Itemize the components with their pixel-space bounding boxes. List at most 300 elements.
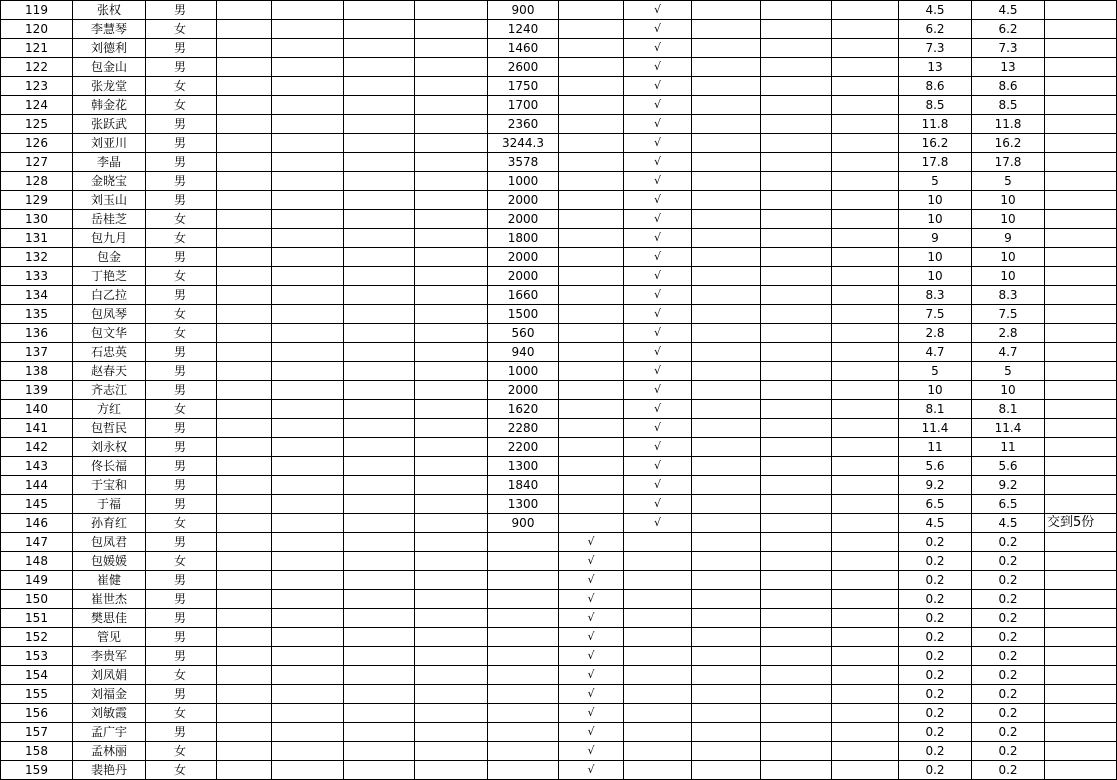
cell-name[interactable]: 赵春天 bbox=[73, 362, 146, 381]
cell-note[interactable] bbox=[1045, 248, 1117, 267]
cell-empty[interactable] bbox=[692, 267, 761, 286]
cell-value-1[interactable]: 8.6 bbox=[899, 77, 972, 96]
cell-empty[interactable] bbox=[761, 134, 832, 153]
cell-value-1[interactable]: 4.7 bbox=[899, 343, 972, 362]
cell-value-1[interactable]: 11.8 bbox=[899, 115, 972, 134]
cell-gender[interactable]: 男 bbox=[146, 609, 217, 628]
cell-row-number[interactable]: 128 bbox=[1, 172, 73, 191]
cell-gender[interactable]: 女 bbox=[146, 704, 217, 723]
cell-empty[interactable] bbox=[692, 229, 761, 248]
cell-empty[interactable] bbox=[761, 115, 832, 134]
cell-name[interactable]: 包凤君 bbox=[73, 533, 146, 552]
cell-row-number[interactable]: 141 bbox=[1, 419, 73, 438]
cell-empty[interactable] bbox=[344, 666, 415, 685]
cell-check-b[interactable]: √ bbox=[624, 153, 692, 172]
cell-check-a[interactable] bbox=[559, 381, 624, 400]
cell-empty[interactable] bbox=[832, 495, 899, 514]
cell-empty[interactable] bbox=[272, 362, 344, 381]
cell-check-b[interactable] bbox=[624, 666, 692, 685]
cell-amount[interactable]: 1840 bbox=[488, 476, 559, 495]
cell-empty[interactable] bbox=[344, 362, 415, 381]
cell-gender[interactable]: 男 bbox=[146, 1, 217, 20]
cell-name[interactable]: 孙育红 bbox=[73, 514, 146, 533]
cell-empty[interactable] bbox=[344, 153, 415, 172]
cell-empty[interactable] bbox=[217, 1, 272, 20]
cell-row-number[interactable]: 151 bbox=[1, 609, 73, 628]
cell-check-b[interactable]: √ bbox=[624, 438, 692, 457]
cell-check-b[interactable]: √ bbox=[624, 77, 692, 96]
cell-empty[interactable] bbox=[832, 172, 899, 191]
cell-row-number[interactable]: 120 bbox=[1, 20, 73, 39]
cell-name[interactable]: 刘敏霞 bbox=[73, 704, 146, 723]
cell-check-a[interactable]: √ bbox=[559, 685, 624, 704]
cell-empty[interactable] bbox=[761, 362, 832, 381]
cell-empty[interactable] bbox=[272, 229, 344, 248]
cell-empty[interactable] bbox=[344, 96, 415, 115]
cell-empty[interactable] bbox=[692, 210, 761, 229]
cell-value-1[interactable]: 6.2 bbox=[899, 20, 972, 39]
cell-empty[interactable] bbox=[692, 343, 761, 362]
cell-empty[interactable] bbox=[344, 286, 415, 305]
cell-name[interactable]: 于福 bbox=[73, 495, 146, 514]
cell-amount[interactable]: 1460 bbox=[488, 39, 559, 58]
cell-empty[interactable] bbox=[272, 267, 344, 286]
cell-note[interactable] bbox=[1045, 1, 1117, 20]
cell-value-2[interactable]: 0.2 bbox=[972, 666, 1045, 685]
cell-amount[interactable]: 2000 bbox=[488, 210, 559, 229]
cell-check-a[interactable] bbox=[559, 438, 624, 457]
cell-empty[interactable] bbox=[272, 343, 344, 362]
cell-empty[interactable] bbox=[344, 571, 415, 590]
cell-empty[interactable] bbox=[272, 39, 344, 58]
cell-check-a[interactable]: √ bbox=[559, 647, 624, 666]
cell-amount[interactable]: 1700 bbox=[488, 96, 559, 115]
cell-amount[interactable]: 1500 bbox=[488, 305, 559, 324]
cell-empty[interactable] bbox=[692, 533, 761, 552]
cell-name[interactable]: 包媛媛 bbox=[73, 552, 146, 571]
cell-empty[interactable] bbox=[692, 39, 761, 58]
cell-gender[interactable]: 男 bbox=[146, 381, 217, 400]
cell-check-a[interactable]: √ bbox=[559, 628, 624, 647]
cell-empty[interactable] bbox=[344, 552, 415, 571]
cell-value-1[interactable]: 4.5 bbox=[899, 514, 972, 533]
cell-empty[interactable] bbox=[832, 96, 899, 115]
cell-empty[interactable] bbox=[415, 362, 488, 381]
cell-empty[interactable] bbox=[761, 153, 832, 172]
cell-check-b[interactable]: √ bbox=[624, 476, 692, 495]
cell-empty[interactable] bbox=[761, 666, 832, 685]
cell-empty[interactable] bbox=[344, 438, 415, 457]
cell-empty[interactable] bbox=[761, 761, 832, 780]
cell-value-1[interactable]: 8.3 bbox=[899, 286, 972, 305]
cell-gender[interactable]: 女 bbox=[146, 210, 217, 229]
cell-check-a[interactable] bbox=[559, 153, 624, 172]
cell-value-1[interactable]: 5.6 bbox=[899, 457, 972, 476]
cell-empty[interactable] bbox=[832, 514, 899, 533]
cell-empty[interactable] bbox=[272, 172, 344, 191]
cell-empty[interactable] bbox=[832, 305, 899, 324]
cell-value-2[interactable]: 0.2 bbox=[972, 723, 1045, 742]
cell-empty[interactable] bbox=[761, 438, 832, 457]
cell-empty[interactable] bbox=[415, 419, 488, 438]
cell-gender[interactable]: 男 bbox=[146, 115, 217, 134]
cell-check-b[interactable]: √ bbox=[624, 229, 692, 248]
cell-empty[interactable] bbox=[832, 39, 899, 58]
cell-empty[interactable] bbox=[415, 172, 488, 191]
cell-value-1[interactable]: 2.8 bbox=[899, 324, 972, 343]
cell-empty[interactable] bbox=[692, 590, 761, 609]
cell-empty[interactable] bbox=[761, 723, 832, 742]
cell-empty[interactable] bbox=[272, 552, 344, 571]
cell-check-a[interactable] bbox=[559, 514, 624, 533]
cell-row-number[interactable]: 156 bbox=[1, 704, 73, 723]
cell-empty[interactable] bbox=[217, 628, 272, 647]
cell-empty[interactable] bbox=[832, 229, 899, 248]
cell-empty[interactable] bbox=[832, 343, 899, 362]
cell-empty[interactable] bbox=[272, 305, 344, 324]
cell-empty[interactable] bbox=[761, 20, 832, 39]
cell-empty[interactable] bbox=[272, 20, 344, 39]
cell-empty[interactable] bbox=[217, 39, 272, 58]
cell-name[interactable]: 刘玉山 bbox=[73, 191, 146, 210]
cell-value-1[interactable]: 7.3 bbox=[899, 39, 972, 58]
cell-note[interactable] bbox=[1045, 39, 1117, 58]
cell-note[interactable] bbox=[1045, 609, 1117, 628]
cell-note[interactable] bbox=[1045, 438, 1117, 457]
cell-check-a[interactable]: √ bbox=[559, 704, 624, 723]
cell-empty[interactable] bbox=[217, 761, 272, 780]
cell-empty[interactable] bbox=[272, 153, 344, 172]
cell-row-number[interactable]: 158 bbox=[1, 742, 73, 761]
cell-empty[interactable] bbox=[832, 191, 899, 210]
cell-row-number[interactable]: 122 bbox=[1, 58, 73, 77]
cell-check-b[interactable]: √ bbox=[624, 134, 692, 153]
cell-check-b[interactable] bbox=[624, 609, 692, 628]
cell-value-1[interactable]: 0.2 bbox=[899, 723, 972, 742]
cell-empty[interactable] bbox=[415, 324, 488, 343]
cell-empty[interactable] bbox=[344, 457, 415, 476]
cell-check-a[interactable] bbox=[559, 476, 624, 495]
cell-empty[interactable] bbox=[692, 400, 761, 419]
cell-gender[interactable]: 男 bbox=[146, 533, 217, 552]
cell-empty[interactable] bbox=[415, 305, 488, 324]
cell-check-b[interactable] bbox=[624, 647, 692, 666]
cell-empty[interactable] bbox=[832, 324, 899, 343]
cell-gender[interactable]: 男 bbox=[146, 457, 217, 476]
cell-check-a[interactable] bbox=[559, 115, 624, 134]
cell-empty[interactable] bbox=[344, 1, 415, 20]
cell-empty[interactable] bbox=[272, 381, 344, 400]
cell-empty[interactable] bbox=[832, 647, 899, 666]
cell-empty[interactable] bbox=[761, 533, 832, 552]
cell-value-2[interactable]: 9.2 bbox=[972, 476, 1045, 495]
cell-empty[interactable] bbox=[217, 286, 272, 305]
cell-empty[interactable] bbox=[272, 191, 344, 210]
cell-check-b[interactable]: √ bbox=[624, 343, 692, 362]
cell-empty[interactable] bbox=[692, 628, 761, 647]
cell-check-a[interactable] bbox=[559, 172, 624, 191]
cell-empty[interactable] bbox=[415, 457, 488, 476]
cell-gender[interactable]: 男 bbox=[146, 647, 217, 666]
cell-value-2[interactable]: 0.2 bbox=[972, 685, 1045, 704]
cell-check-a[interactable] bbox=[559, 267, 624, 286]
cell-empty[interactable] bbox=[415, 286, 488, 305]
cell-amount[interactable]: 1240 bbox=[488, 20, 559, 39]
cell-empty[interactable] bbox=[272, 134, 344, 153]
cell-gender[interactable]: 女 bbox=[146, 96, 217, 115]
cell-note[interactable] bbox=[1045, 343, 1117, 362]
cell-value-1[interactable]: 0.2 bbox=[899, 533, 972, 552]
cell-empty[interactable] bbox=[344, 400, 415, 419]
cell-name[interactable]: 白乙拉 bbox=[73, 286, 146, 305]
cell-row-number[interactable]: 125 bbox=[1, 115, 73, 134]
cell-name[interactable]: 裴艳丹 bbox=[73, 761, 146, 780]
cell-note[interactable] bbox=[1045, 210, 1117, 229]
cell-empty[interactable] bbox=[344, 229, 415, 248]
cell-empty[interactable] bbox=[415, 761, 488, 780]
cell-amount[interactable] bbox=[488, 704, 559, 723]
cell-note[interactable] bbox=[1045, 476, 1117, 495]
cell-note[interactable] bbox=[1045, 305, 1117, 324]
cell-check-b[interactable] bbox=[624, 590, 692, 609]
cell-amount[interactable]: 1660 bbox=[488, 286, 559, 305]
cell-name[interactable]: 管见 bbox=[73, 628, 146, 647]
cell-empty[interactable] bbox=[272, 210, 344, 229]
cell-name[interactable]: 刘德利 bbox=[73, 39, 146, 58]
cell-name[interactable]: 金晓宝 bbox=[73, 172, 146, 191]
cell-value-1[interactable]: 9.2 bbox=[899, 476, 972, 495]
cell-empty[interactable] bbox=[832, 419, 899, 438]
cell-empty[interactable] bbox=[832, 723, 899, 742]
cell-row-number[interactable]: 137 bbox=[1, 343, 73, 362]
cell-empty[interactable] bbox=[692, 438, 761, 457]
cell-empty[interactable] bbox=[415, 191, 488, 210]
cell-gender[interactable]: 男 bbox=[146, 628, 217, 647]
cell-gender[interactable]: 女 bbox=[146, 267, 217, 286]
cell-value-2[interactable]: 10 bbox=[972, 248, 1045, 267]
cell-empty[interactable] bbox=[217, 115, 272, 134]
cell-gender[interactable]: 男 bbox=[146, 153, 217, 172]
cell-empty[interactable] bbox=[217, 400, 272, 419]
cell-empty[interactable] bbox=[344, 324, 415, 343]
cell-value-1[interactable]: 0.2 bbox=[899, 704, 972, 723]
cell-empty[interactable] bbox=[217, 685, 272, 704]
cell-value-2[interactable]: 11.8 bbox=[972, 115, 1045, 134]
cell-empty[interactable] bbox=[761, 286, 832, 305]
cell-amount[interactable]: 2000 bbox=[488, 248, 559, 267]
cell-amount[interactable]: 2000 bbox=[488, 191, 559, 210]
cell-note[interactable] bbox=[1045, 704, 1117, 723]
cell-empty[interactable] bbox=[415, 153, 488, 172]
cell-note[interactable] bbox=[1045, 362, 1117, 381]
cell-empty[interactable] bbox=[692, 77, 761, 96]
cell-empty[interactable] bbox=[217, 495, 272, 514]
cell-empty[interactable] bbox=[344, 77, 415, 96]
cell-empty[interactable] bbox=[761, 96, 832, 115]
cell-empty[interactable] bbox=[761, 495, 832, 514]
cell-amount[interactable]: 560 bbox=[488, 324, 559, 343]
cell-name[interactable]: 崔世杰 bbox=[73, 590, 146, 609]
cell-empty[interactable] bbox=[344, 343, 415, 362]
cell-empty[interactable] bbox=[832, 381, 899, 400]
cell-note[interactable] bbox=[1045, 381, 1117, 400]
cell-empty[interactable] bbox=[761, 77, 832, 96]
cell-value-2[interactable]: 0.2 bbox=[972, 761, 1045, 780]
cell-value-2[interactable]: 8.1 bbox=[972, 400, 1045, 419]
cell-value-2[interactable]: 4.5 bbox=[972, 514, 1045, 533]
cell-empty[interactable] bbox=[415, 476, 488, 495]
cell-row-number[interactable]: 132 bbox=[1, 248, 73, 267]
cell-row-number[interactable]: 124 bbox=[1, 96, 73, 115]
cell-name[interactable]: 包哲民 bbox=[73, 419, 146, 438]
cell-check-b[interactable]: √ bbox=[624, 305, 692, 324]
cell-check-a[interactable] bbox=[559, 134, 624, 153]
cell-empty[interactable] bbox=[692, 761, 761, 780]
cell-empty[interactable] bbox=[415, 39, 488, 58]
cell-amount[interactable] bbox=[488, 742, 559, 761]
cell-check-b[interactable]: √ bbox=[624, 1, 692, 20]
cell-check-b[interactable]: √ bbox=[624, 267, 692, 286]
cell-empty[interactable] bbox=[692, 248, 761, 267]
cell-empty[interactable] bbox=[217, 647, 272, 666]
cell-empty[interactable] bbox=[761, 704, 832, 723]
cell-empty[interactable] bbox=[692, 571, 761, 590]
cell-check-a[interactable] bbox=[559, 457, 624, 476]
cell-empty[interactable] bbox=[415, 704, 488, 723]
cell-value-2[interactable]: 7.5 bbox=[972, 305, 1045, 324]
cell-empty[interactable] bbox=[415, 115, 488, 134]
cell-value-2[interactable]: 6.5 bbox=[972, 495, 1045, 514]
cell-row-number[interactable]: 133 bbox=[1, 267, 73, 286]
cell-empty[interactable] bbox=[692, 286, 761, 305]
cell-value-2[interactable]: 2.8 bbox=[972, 324, 1045, 343]
cell-row-number[interactable]: 153 bbox=[1, 647, 73, 666]
cell-empty[interactable] bbox=[761, 628, 832, 647]
cell-value-1[interactable]: 16.2 bbox=[899, 134, 972, 153]
cell-value-1[interactable]: 8.1 bbox=[899, 400, 972, 419]
cell-check-a[interactable]: √ bbox=[559, 552, 624, 571]
cell-note[interactable] bbox=[1045, 419, 1117, 438]
cell-empty[interactable] bbox=[761, 400, 832, 419]
cell-gender[interactable]: 女 bbox=[146, 666, 217, 685]
cell-row-number[interactable]: 146 bbox=[1, 514, 73, 533]
cell-value-1[interactable]: 10 bbox=[899, 267, 972, 286]
cell-empty[interactable] bbox=[217, 704, 272, 723]
cell-empty[interactable] bbox=[692, 58, 761, 77]
cell-gender[interactable]: 男 bbox=[146, 438, 217, 457]
cell-amount[interactable] bbox=[488, 761, 559, 780]
cell-gender[interactable]: 男 bbox=[146, 134, 217, 153]
cell-empty[interactable] bbox=[761, 324, 832, 343]
cell-empty[interactable] bbox=[692, 742, 761, 761]
cell-check-a[interactable] bbox=[559, 400, 624, 419]
cell-empty[interactable] bbox=[344, 476, 415, 495]
cell-gender[interactable]: 男 bbox=[146, 495, 217, 514]
cell-check-a[interactable] bbox=[559, 1, 624, 20]
cell-amount[interactable]: 900 bbox=[488, 514, 559, 533]
cell-amount[interactable]: 2280 bbox=[488, 419, 559, 438]
cell-empty[interactable] bbox=[272, 58, 344, 77]
cell-note[interactable] bbox=[1045, 495, 1117, 514]
cell-note[interactable] bbox=[1045, 229, 1117, 248]
cell-name[interactable]: 刘福金 bbox=[73, 685, 146, 704]
cell-empty[interactable] bbox=[217, 324, 272, 343]
cell-amount[interactable]: 2000 bbox=[488, 267, 559, 286]
cell-row-number[interactable]: 121 bbox=[1, 39, 73, 58]
cell-empty[interactable] bbox=[272, 438, 344, 457]
cell-value-1[interactable]: 0.2 bbox=[899, 628, 972, 647]
cell-empty[interactable] bbox=[272, 96, 344, 115]
cell-name[interactable]: 方红 bbox=[73, 400, 146, 419]
cell-check-b[interactable]: √ bbox=[624, 115, 692, 134]
cell-empty[interactable] bbox=[272, 457, 344, 476]
cell-gender[interactable]: 男 bbox=[146, 723, 217, 742]
cell-check-a[interactable] bbox=[559, 39, 624, 58]
cell-value-2[interactable]: 7.3 bbox=[972, 39, 1045, 58]
cell-amount[interactable]: 2000 bbox=[488, 381, 559, 400]
cell-empty[interactable] bbox=[761, 590, 832, 609]
cell-check-b[interactable] bbox=[624, 552, 692, 571]
cell-empty[interactable] bbox=[692, 609, 761, 628]
cell-empty[interactable] bbox=[692, 419, 761, 438]
cell-note[interactable] bbox=[1045, 172, 1117, 191]
cell-value-1[interactable]: 10 bbox=[899, 248, 972, 267]
cell-row-number[interactable]: 152 bbox=[1, 628, 73, 647]
cell-note[interactable] bbox=[1045, 647, 1117, 666]
cell-check-b[interactable]: √ bbox=[624, 419, 692, 438]
cell-name[interactable]: 石忠英 bbox=[73, 343, 146, 362]
cell-amount[interactable] bbox=[488, 647, 559, 666]
cell-value-1[interactable]: 0.2 bbox=[899, 590, 972, 609]
cell-empty[interactable] bbox=[217, 248, 272, 267]
cell-amount[interactable]: 3578 bbox=[488, 153, 559, 172]
cell-check-b[interactable]: √ bbox=[624, 400, 692, 419]
cell-empty[interactable] bbox=[692, 153, 761, 172]
cell-empty[interactable] bbox=[217, 96, 272, 115]
cell-value-2[interactable]: 11 bbox=[972, 438, 1045, 457]
cell-amount[interactable]: 2600 bbox=[488, 58, 559, 77]
cell-empty[interactable] bbox=[692, 172, 761, 191]
cell-check-a[interactable]: √ bbox=[559, 571, 624, 590]
cell-empty[interactable] bbox=[272, 628, 344, 647]
cell-amount[interactable]: 1000 bbox=[488, 362, 559, 381]
cell-empty[interactable] bbox=[832, 362, 899, 381]
cell-empty[interactable] bbox=[415, 495, 488, 514]
cell-empty[interactable] bbox=[217, 476, 272, 495]
cell-empty[interactable] bbox=[217, 590, 272, 609]
cell-empty[interactable] bbox=[761, 419, 832, 438]
cell-empty[interactable] bbox=[692, 552, 761, 571]
cell-gender[interactable]: 男 bbox=[146, 419, 217, 438]
cell-empty[interactable] bbox=[272, 609, 344, 628]
cell-check-a[interactable]: √ bbox=[559, 533, 624, 552]
cell-name[interactable]: 张权 bbox=[73, 1, 146, 20]
cell-empty[interactable] bbox=[344, 514, 415, 533]
cell-empty[interactable] bbox=[761, 457, 832, 476]
cell-value-1[interactable]: 9 bbox=[899, 229, 972, 248]
cell-empty[interactable] bbox=[692, 362, 761, 381]
cell-value-1[interactable]: 0.2 bbox=[899, 742, 972, 761]
cell-row-number[interactable]: 135 bbox=[1, 305, 73, 324]
cell-value-2[interactable]: 10 bbox=[972, 267, 1045, 286]
cell-value-2[interactable]: 0.2 bbox=[972, 647, 1045, 666]
cell-name[interactable]: 崔健 bbox=[73, 571, 146, 590]
cell-empty[interactable] bbox=[415, 248, 488, 267]
cell-empty[interactable] bbox=[217, 381, 272, 400]
cell-row-number[interactable]: 143 bbox=[1, 457, 73, 476]
cell-empty[interactable] bbox=[272, 514, 344, 533]
cell-value-2[interactable]: 0.2 bbox=[972, 571, 1045, 590]
